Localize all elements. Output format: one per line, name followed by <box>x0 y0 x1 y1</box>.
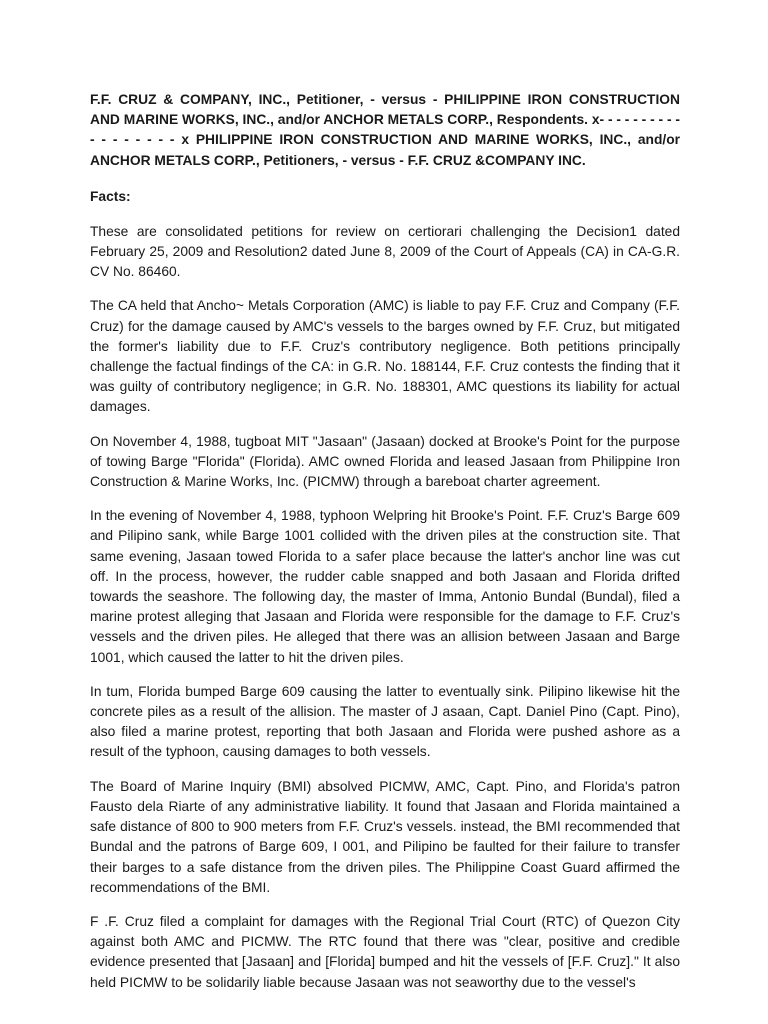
paragraph: These are consolidated petitions for review on certiorari challenging the Decision1 dated February 25, 2009 and Resolution2 dated June 8, 2009 of the Court of Appeals (CA) in CA-G.R. CV No. 86460. <box>90 223 680 280</box>
paragraph: F .F. Cruz filed a complaint for damages with the Regional Trial Court (RTC) of Quezon City against both AMC and PICMW. The RTC found that there was "clear, positive and credible evidence presented that [Jasaan] and [Florida] bumped and hit the vessels of [F.F. Cruz]." It also held PICMW to be solidarily liable because Jasaan was not seaworthy due to the vessel's <box>90 913 680 990</box>
paragraph: The CA held that Ancho~ Metals Corporation (AMC) is liable to pay F.F. Cruz and Company (F.F. Cruz) for the damage caused by AMC's vessels to the barges owned by F.F. Cruz, but mitigated the former's liability due to F.F. Cruz's contributory negligence. Both petitions principally challenge the factual findings of the CA: in G.R. No. 188144, F.F. Cruz contests the finding that it was guilty of contributory negligence; in G.R. No. 188301, AMC questions its liability for actual damages. <box>90 298 680 415</box>
paragraph: On November 4, 1988, tugboat MIT "Jasaan" (Jasaan) docked at Brooke's Point for the purpose of towing Barge "Florida" (Florida). AMC owned Florida and leased Jasaan from Philippine Iron Construction & Marine Works, Inc. (PICMW) through a bareboat charter agreement. <box>90 433 680 490</box>
case-caption: F.F. CRUZ & COMPANY, INC., Petitioner, - versus - PHILIPPINE IRON CONSTRUCTION AND MARINE WORKS, INC., and/or ANCHOR METALS CORP., Respondents. x- - - - - - - - - - - - - - - - - - x PHILIPPINE IRON CONSTRUCTION AND MARINE WORKS, INC., and/or ANCHOR METALS CORP., Petitioners, - versus - F.F. CRUZ &COMPANY INC. <box>90 92 680 168</box>
facts-heading: Facts: <box>90 188 131 204</box>
paragraph: The Board of Marine Inquiry (BMI) absolved PICMW, AMC, Capt. Pino, and Florida's patron Fausto dela Riarte of any administrative liability. It found that Jasaan and Florida maintained a safe distance of 800 to 900 meters from F.F. Cruz's vessels. instead, the BMI recommended that Bundal and the patrons of Barge 609, I 001, and Pilipino be faulted for their failure to transfer their barges to a safe distance from the driven piles. The Philippine Coast Guard affirmed the recommendations of the BMI. <box>90 778 680 895</box>
paragraph: In the evening of November 4, 1988, typhoon Welpring hit Brooke's Point. F.F. Cruz's Barge 609 and Pilipino sank, while Barge 1001 collided with the driven piles at the construction site. That same evening, Jasaan towed Florida to a safer place because the latter's anchor line was cut off. In the process, however, the rudder cable snapped and both Jasaan and Florida drifted towards the seashore. The following day, the master of Imma, Antonio Bundal (Bundal), filed a marine protest alleging that Jasaan and Florida were responsible for the damage to F.F. Cruz's vessels and the driven piles. He alleged that there was an allision between Jasaan and Barge 1001, which caused the latter to hit the driven piles. <box>90 508 680 665</box>
paragraph: In tum, Florida bumped Barge 609 causing the latter to eventually sink. Pilipino likewise hit the concrete piles as a result of the allision. The master of J asaan, Capt. Daniel Pino (Capt. Pino), also filed a marine protest, reporting that both Jasaan and Florida were pushed ashore as a result of the typhoon, causing damages to both vessels. <box>90 683 680 760</box>
